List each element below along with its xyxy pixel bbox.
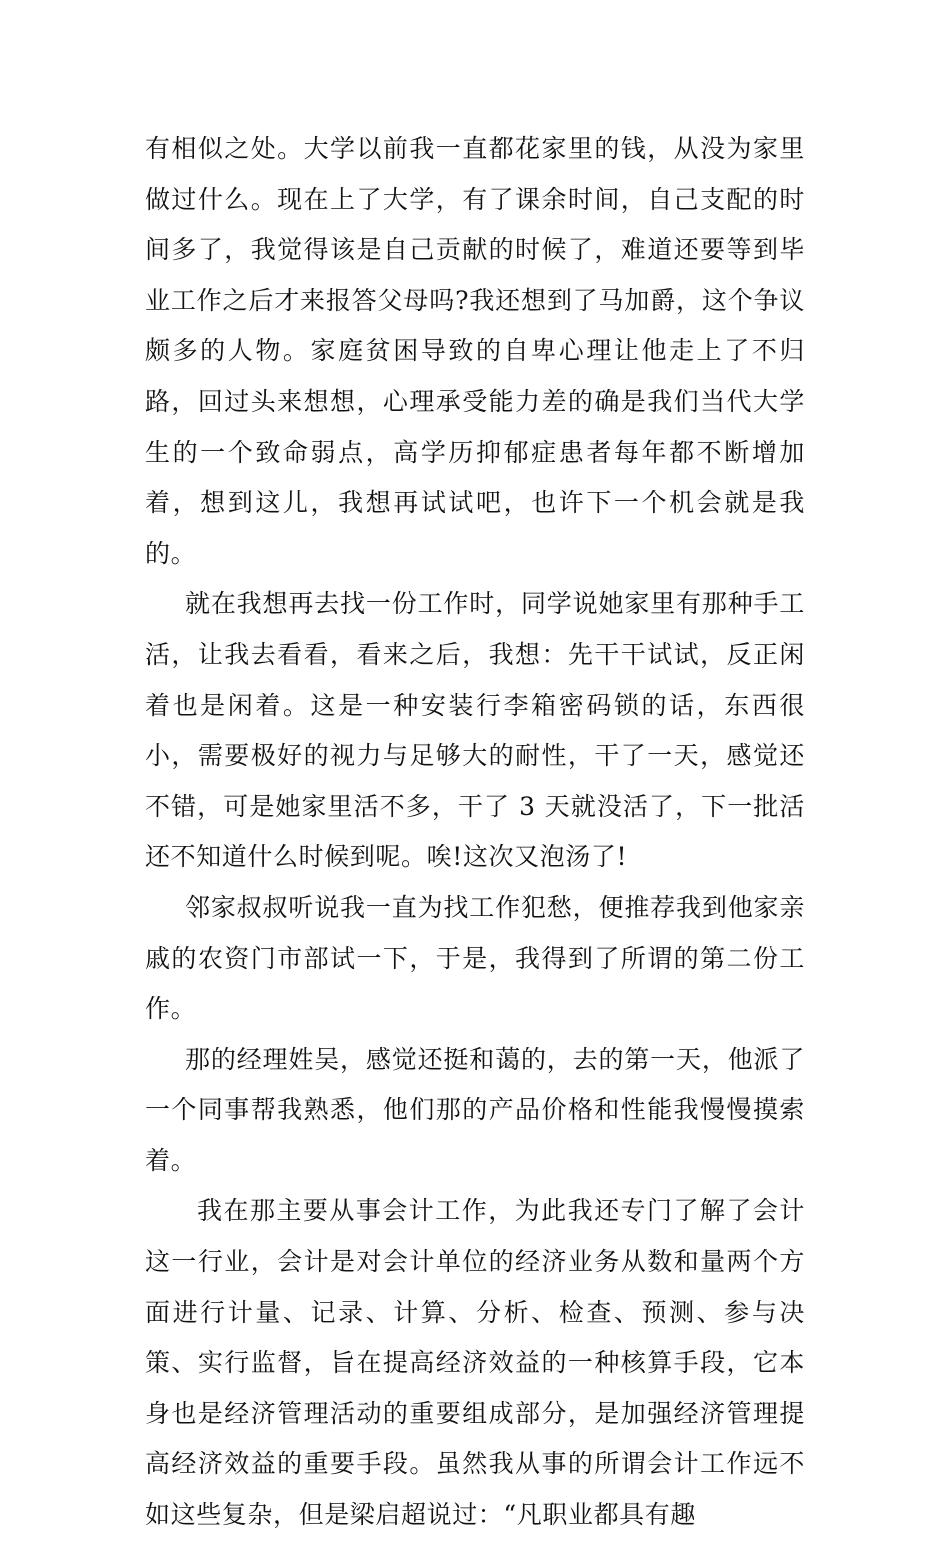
paragraph-accounting: 我在那主要从事会计工作，为此我还专门了解了会计这一行业，会计是对会计单位的经济业务从数和量两个方面进行计量、记录、计算、分析、检查、预测、参与决策、实行监督，旨在提高经济效益的一种核算手段，它本身也是经济管理活动的重要组成部分，是加强经济管理提高经济效益的重要手段。虽然我从事的所谓会计工作远不如这些复杂，但是梁启超说过：“凡职业都具有趣 bbox=[145, 1196, 805, 1530]
paragraph-continuation: 有相似之处。大学以前我一直都花家里的钱，从没为家里做过什么。现在上了大学，有了课余时间，自己支配的时间多了，我觉得该是自己贡献的时候了，难道还要等到毕业工作之后才来报答父母吗?我还想到了马加爵，这个争议颇多的人物。家庭贫困导致的自卑心理让他走上了不归路，回过头来想想，心理承受能力差的确是我们当代大学生的一个致命弱点，高学历抑郁症患者每年都不断增加着，想到这儿，我想再试试吧，也许下一个机会就是我的。 bbox=[145, 134, 805, 568]
document-body bbox=[145, 124, 805, 1541]
paragraph-second-job: 邻家叔叔听说我一直为找工作犯愁，便推荐我到他家亲戚的农资门市部试一下，于是，我得到了所谓的第二份工作。 bbox=[145, 892, 805, 1024]
paragraph-handicraft-job: 就在我想再去找一份工作时，同学说她家里有那种手工活，让我去看看，看来之后，我想：先干干试试，反正闲着也是闲着。这是一种安装行李箱密码锁的话，东西很小，需要极好的视力与足够大的耐性，干了一天，感觉还不错，可是她家里活不多，干了 3 天就没活了，下一批活还不知道什么时候到呢。唉!这次又泡汤了! bbox=[145, 589, 805, 872]
paragraph-manager: 那的经理姓吴，感觉还挺和蔼的，去的第一天，他派了一个同事帮我熟悉，他们那的产品价格和性能我慢慢摸索着。 bbox=[145, 1044, 805, 1175]
